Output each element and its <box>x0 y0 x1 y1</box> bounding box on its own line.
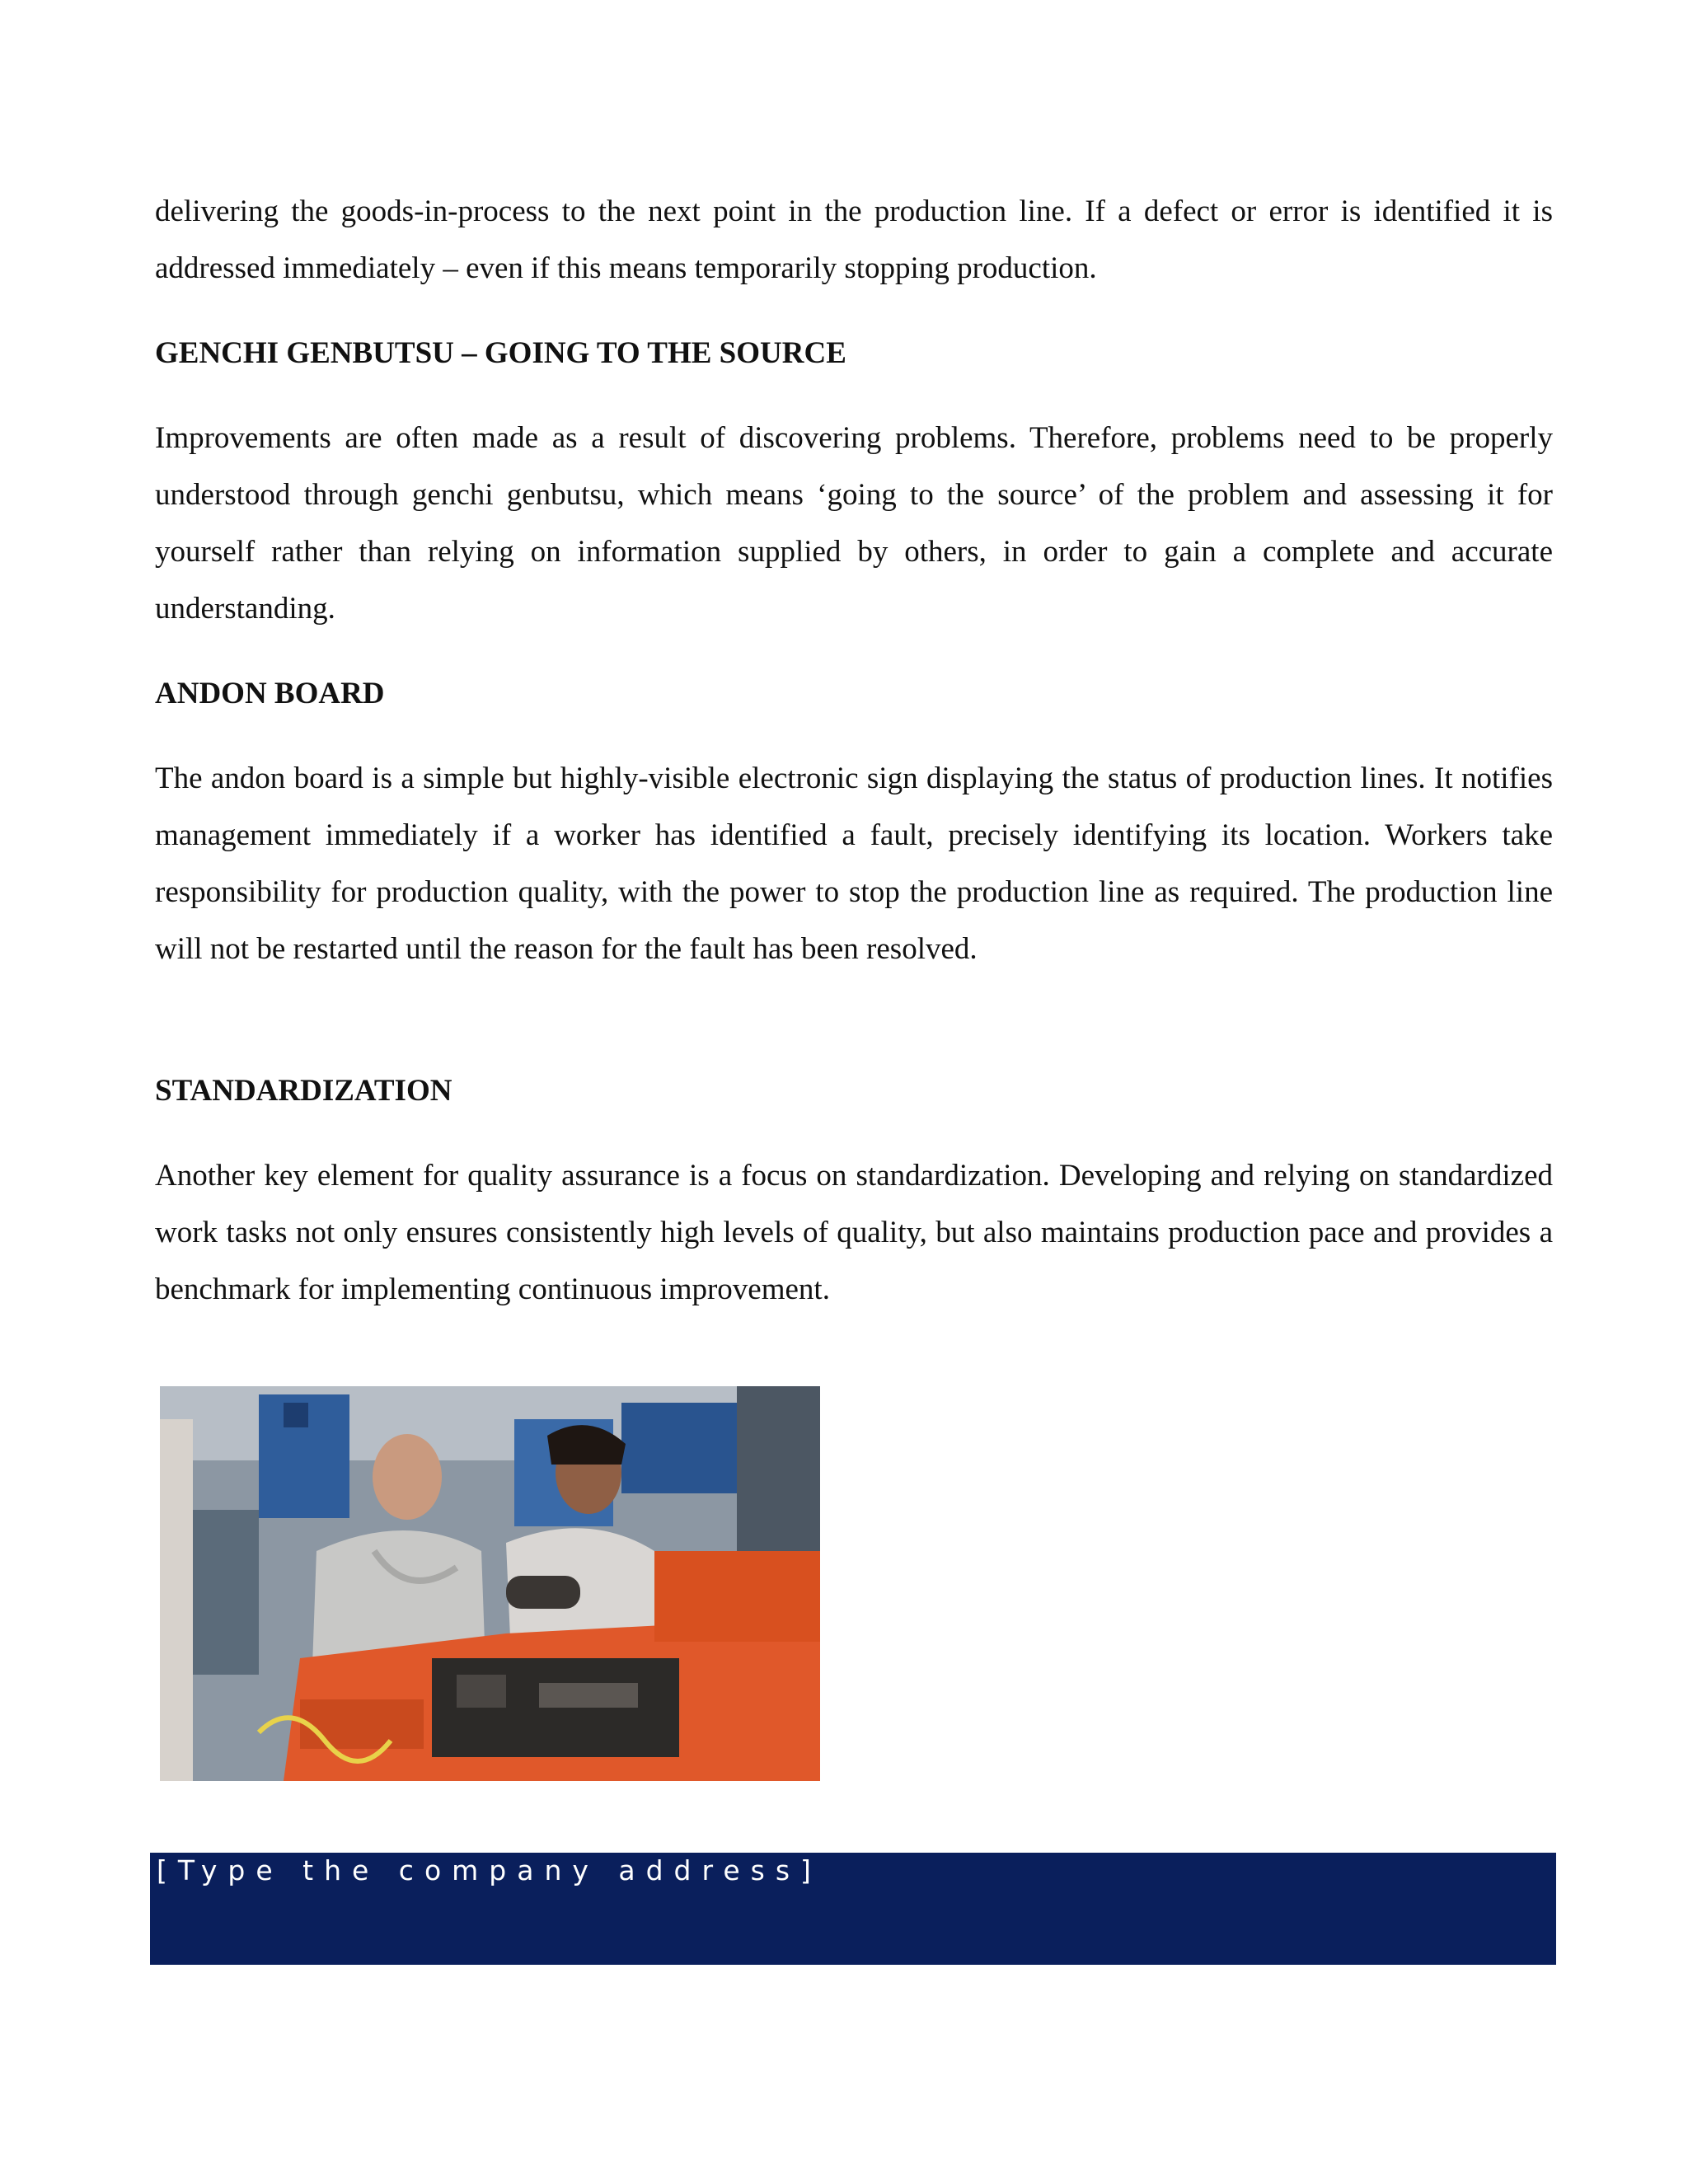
paragraph-standardization: Another key element for quality assurance is a focus on standardization. Developing and relying on standardized work tasks not only ensures consistently high levels of quality, but also maintains production pace and provides a benchmark for implementing continuous improvement. <box>155 1159 1553 1306</box>
intro-paragraph: delivering the goods-in-process to the next point in the production line. If a defect or error is identified it is addressed immediately – even if this means temporarily stopping production. <box>155 194 1553 285</box>
heading-andon-board: ANDON BOARD <box>155 677 385 710</box>
footer-address-band <box>150 1853 1556 1965</box>
photo-illustration <box>160 1386 820 1781</box>
paragraph-genchi-genbutsu: Improvements are often made as a result of discovering problems. Therefore, problems need to be properly understood through genchi genbutsu, which means ‘going to the source’ of the problem and assessing it for yourself rather than relying on information supplied by others, in order to gain a complete and accurate understanding. <box>155 421 1553 626</box>
heading-standardization: STANDARDIZATION <box>155 1074 452 1108</box>
paragraph-andon-board: The andon board is a simple but highly-visible electronic sign displaying the status of production lines. It notifies management immediately if a worker has identified a fault, precisely identifying its location. Workers take responsibility for production quality, with the power to stop the production line as required. The production line will not be restarted until the reason for the fault has been resolved. <box>155 762 1553 966</box>
factory-workers-photo <box>160 1386 820 1781</box>
heading-genchi-genbutsu: GENCHI GENBUTSU – GOING TO THE SOURCE <box>155 336 846 370</box>
company-address-placeholder[interactable]: [Type the company address] <box>157 1854 822 1886</box>
document-body <box>155 183 1553 1318</box>
